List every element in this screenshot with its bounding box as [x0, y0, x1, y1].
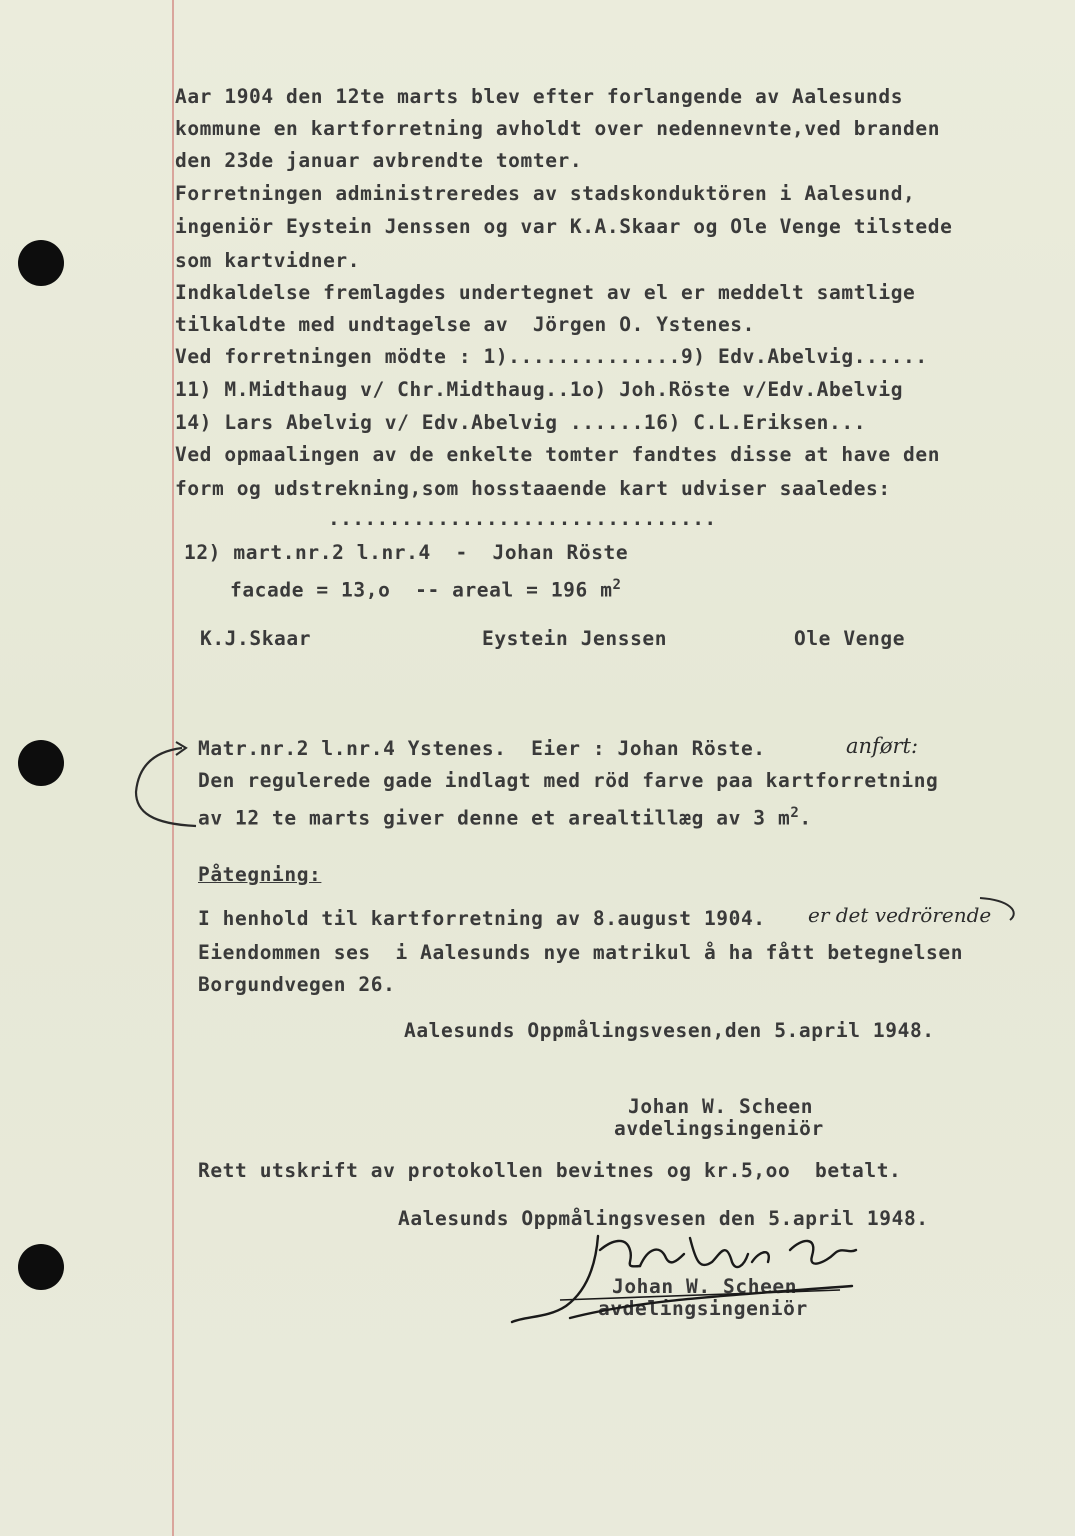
text-line: 14) Lars Abelvig v/ Edv.Abelvig ......16) C.L.Eriksen... — [175, 411, 867, 434]
text-line: tilkaldte med undtagelse av Jörgen O. Ystenes. — [175, 313, 755, 336]
endorsement-line-2: Eiendommen ses i Aalesunds nye matrikul å ha fått betegnelsen — [198, 941, 964, 964]
entry-line-1: 12) mart.nr.2 l.nr.4 - Johan Röste — [184, 541, 629, 564]
certification-signer-title: avdelingsingeniör — [598, 1297, 808, 1320]
signature-jenssen: Eystein Jenssen — [482, 627, 668, 650]
text-line: den 23de januar avbrendte tomter. — [175, 149, 583, 172]
endorsement-handwritten: er det vedrörende — [808, 903, 992, 927]
text-line: Ved opmaalingen av de enkelte tomter fandtes disse at have den — [175, 443, 941, 466]
dotted-separator: ................................ — [328, 507, 717, 530]
certification-place-date: Aalesunds Oppmålingsvesen den 5.april 1948. — [398, 1207, 929, 1230]
endorsement-place-date: Aalesunds Oppmålingsvesen,den 5.april 1948. — [404, 1019, 935, 1042]
text-line: ingeniör Eystein Jenssen og var K.A.Skaar og Ole Venge tilstede — [175, 215, 953, 238]
note-line-3: av 12 te marts giver denne et arealtillæg av 3 $m^2$. — [198, 805, 812, 830]
closing-curve-icon — [980, 898, 1014, 920]
entry-line-2: facade = 13,o -- areal = 196 $m^2$ — [230, 577, 622, 602]
text-line: Ved forretningen mödte : 1)..............9) Edv.Abelvig...... — [175, 345, 928, 368]
signature-venge: Ole Venge — [794, 627, 906, 650]
text-line: Aar 1904 den 12te marts blev efter forlangende av Aalesunds — [175, 85, 904, 108]
endorsement-heading: Påtegning: — [198, 863, 322, 886]
endorsement-line-1: I henhold til kartforretning av 8.august 1904. — [198, 907, 766, 930]
certification-signer-name: Johan W. Scheen — [612, 1275, 798, 1298]
note-line-1: Matr.nr.2 l.nr.4 Ystenes. Eier : Johan Röste. — [198, 737, 766, 760]
text-line: form og udstrekning,som hosstaaende kart udviser saaledes: — [175, 477, 891, 500]
endorsement-signer-title: avdelingsingeniör — [614, 1117, 824, 1140]
note-handwritten: anført: — [846, 734, 919, 758]
bracket-arrow-icon — [136, 748, 196, 826]
endorsement-line-3: Borgundvegen 26. — [198, 973, 396, 996]
handwritten-signature-icon — [512, 1236, 856, 1322]
signature-skaar: K.J.Skaar — [200, 627, 312, 650]
text-line: som kartvidner. — [175, 249, 361, 272]
text-line: 11) M.Midthaug v/ Chr.Midthaug..1o) Joh.Röste v/Edv.Abelvig — [175, 378, 904, 401]
note-line-2: Den regulerede gade indlagt med röd farve paa kartforretning — [198, 769, 939, 792]
text-line: kommune en kartforretning avholdt over nedennevnte,ved branden — [175, 117, 941, 140]
certification-line: Rett utskrift av protokollen bevitnes og kr.5,oo betalt. — [198, 1159, 902, 1182]
text-line: Forretningen administreredes av stadskonduktören i Aalesund, — [175, 182, 916, 205]
endorsement-signer-name: Johan W. Scheen — [628, 1095, 814, 1118]
text-line: Indkaldelse fremlagdes undertegnet av el er meddelt samtlige — [175, 281, 916, 304]
